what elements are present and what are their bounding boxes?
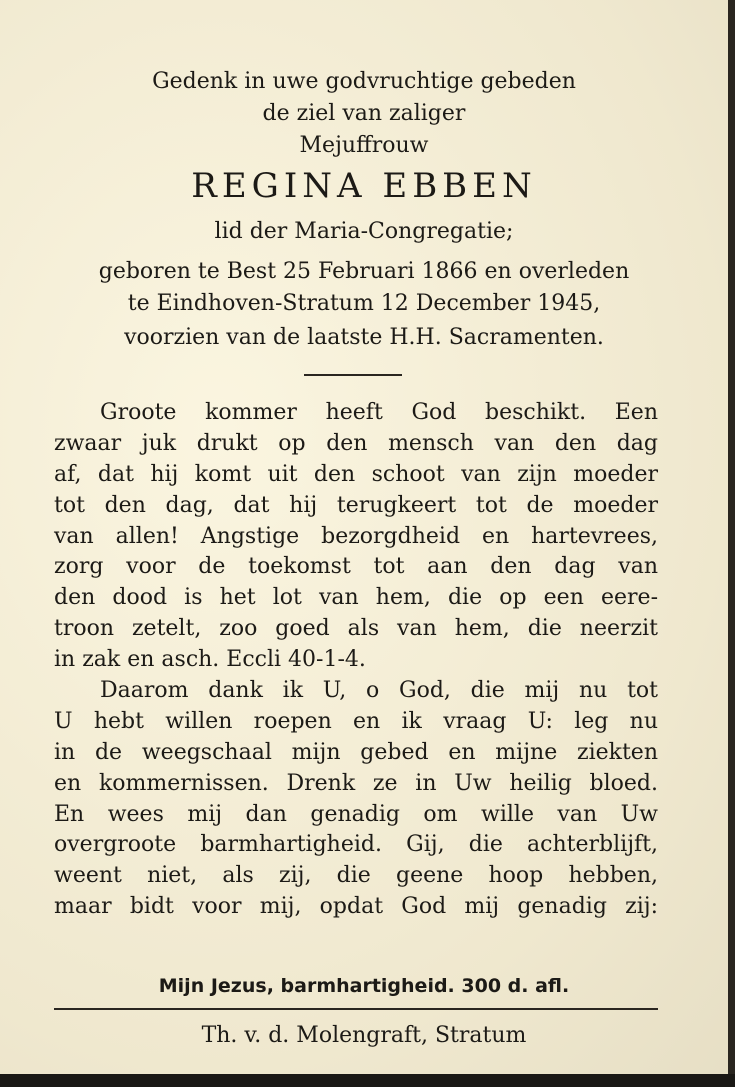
text-line: in zak en asch. Eccli 40-1-4. <box>54 647 366 673</box>
text-line: zorg voor de toekomst tot aan den dag van <box>54 554 658 580</box>
text-line: van allen! Angstige bezorgdheid en hartevrees, <box>54 523 658 549</box>
text-line: Daarom dank ik U, o God, die mij nu tot <box>100 678 658 703</box>
divider-long <box>54 1008 658 1010</box>
printer-credit: Th. v. d. Molengraft, Stratum <box>201 1023 527 1048</box>
header-line-sacraments: voorzien van de laatste H.H. Sacramenten. <box>124 325 604 350</box>
text-line: Groote kommer heeft God beschikt. Een <box>100 400 658 425</box>
text-line: weent niet, als zij, die geene hoop hebben, <box>54 863 658 889</box>
text-line: troon zetelt, zoo goed als van hem, die neerzit <box>54 616 658 642</box>
prayer-paragraph-2 <box>54 676 658 923</box>
header-line-died: te Eindhoven-Stratum 12 December 1945, <box>127 291 601 316</box>
text-line: En wees mij dan genadig om wille van Uw <box>54 801 658 827</box>
header-line-born: geboren te Best 25 Februari 1866 en overleden <box>98 259 630 284</box>
text-line: den dood is het lot van hem, die op een eere- <box>54 585 658 611</box>
text-line: maar bidt voor mij, opdat God mij genadig zij: <box>54 894 658 920</box>
indulgence-prayer: Mijn Jezus, barmhartigheid. 300 d. afl. <box>158 975 570 997</box>
text-line: zwaar juk drukt op den mensch van den dag <box>54 430 658 456</box>
text-line: overgroote barmhartigheid. Gij, die achterblijft, <box>54 832 658 858</box>
text-line: U hebt willen roepen en ik vraag U: leg nu <box>54 708 658 734</box>
text-line: tot den dag, dat hij terugkeert tot de moeder <box>54 492 658 518</box>
header-line-soul: de ziel van zaliger <box>262 101 466 126</box>
header-line-title: Mejuffrouw <box>299 133 429 158</box>
header-line-congregation: lid der Maria-Congregatie; <box>214 219 514 244</box>
deceased-name: REGINA EBBEN <box>191 166 537 206</box>
card-bottom-shadow <box>0 1074 735 1087</box>
prayer-paragraph-1 <box>54 398 658 676</box>
card-edge-shadow <box>728 0 735 1087</box>
header-line-remember: Gedenk in uwe godvruchtige gebeden <box>152 69 576 94</box>
text-line: en kommernissen. Drenk ze in Uw heilig bloed. <box>54 770 658 796</box>
divider-short <box>304 374 402 376</box>
text-line: af, dat hij komt uit den schoot van zijn moeder <box>54 461 658 487</box>
text-line: in de weegschaal mijn gebed en mijne ziekten <box>54 739 658 765</box>
